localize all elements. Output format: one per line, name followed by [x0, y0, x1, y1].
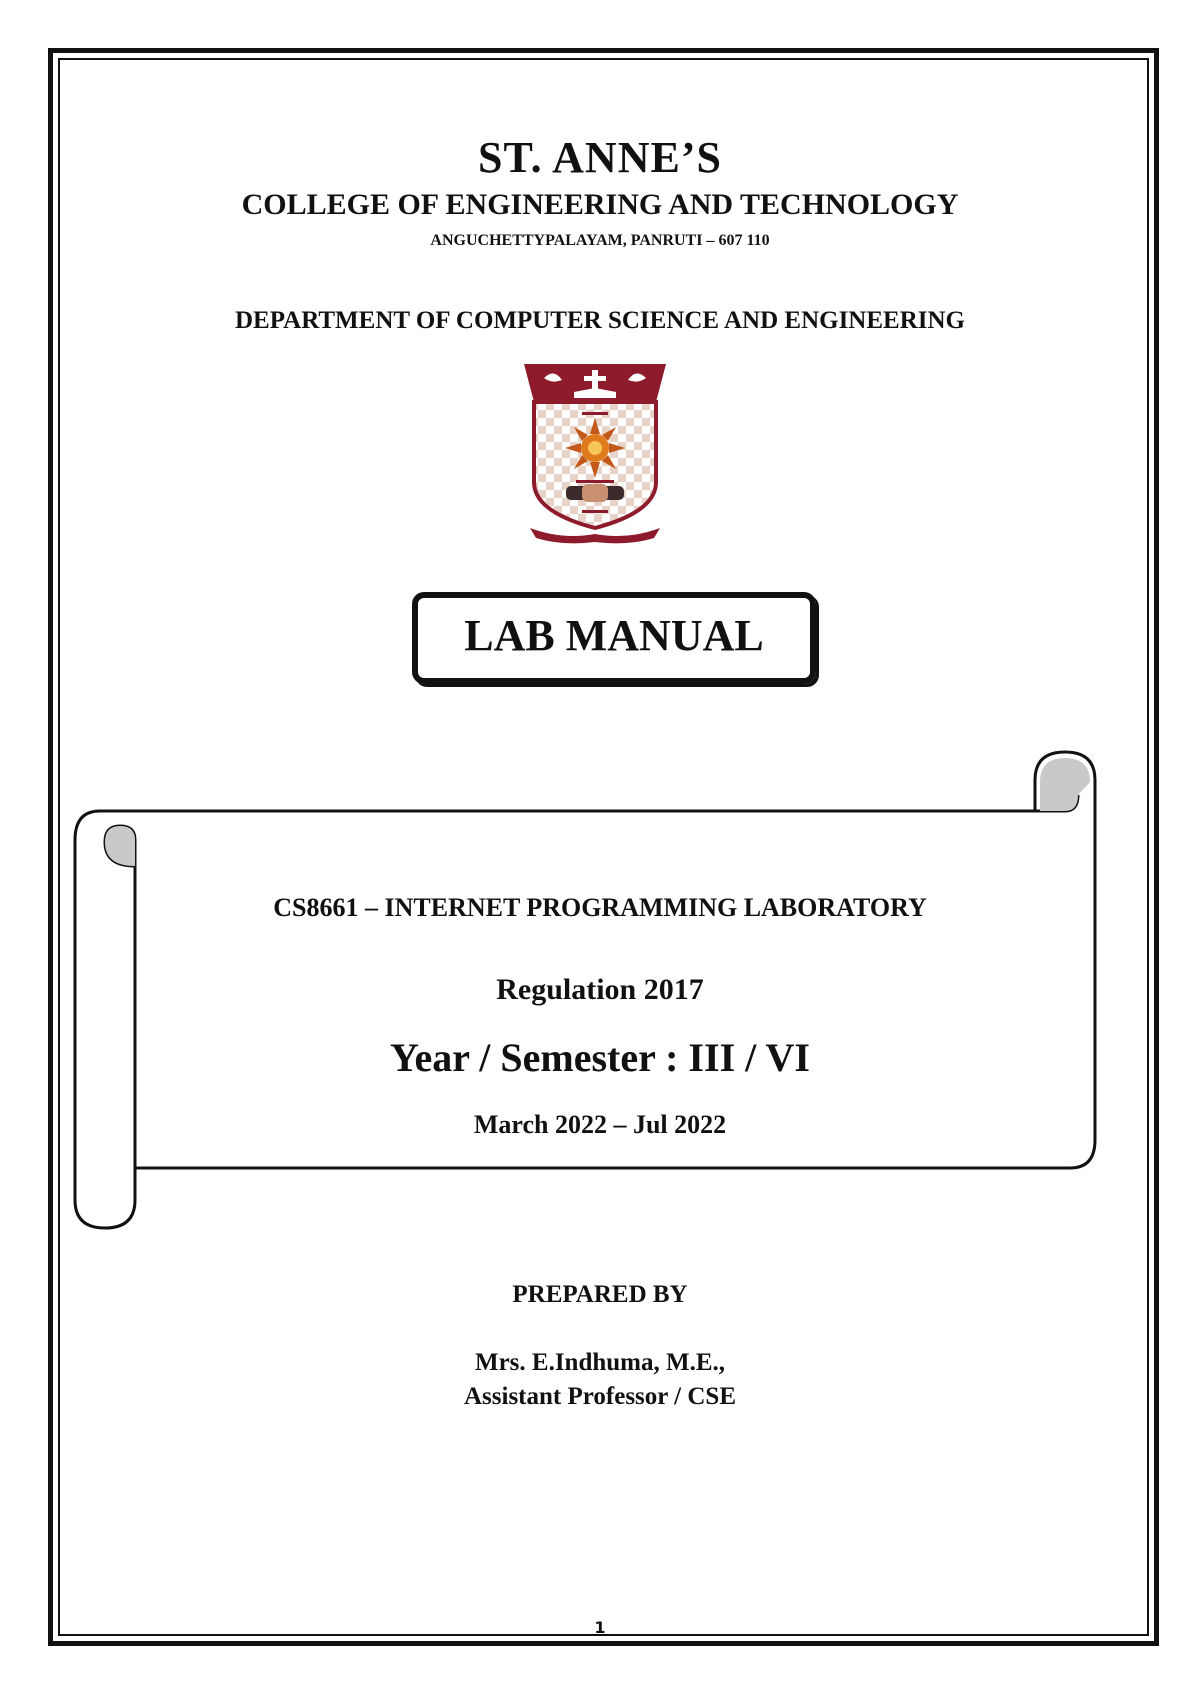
prepared-by-heading: PREPARED BY: [512, 1281, 688, 1308]
document-type-title: LAB MANUAL: [464, 611, 764, 660]
college-name: ST. ANNE’S: [478, 133, 722, 182]
author-name: Mrs. E.Indhuma, M.E.,: [474, 1349, 726, 1376]
course-title: CS8661 – INTERNET PROGRAMMING LABORATORY: [273, 893, 927, 922]
author-designation: Assistant Professor / CSE: [463, 1383, 736, 1410]
regulation: Regulation 2017: [496, 973, 704, 1006]
college-address: ANGUCHETTYPALAYAM, PANRUTI – 607 110: [430, 232, 770, 249]
college-full-name: COLLEGE OF ENGINEERING AND TECHNOLOGY: [241, 188, 959, 221]
academic-session: March 2022 – Jul 2022: [473, 1110, 727, 1139]
year-semester: Year / Semester : III / VI: [390, 1035, 810, 1080]
page-number: 1: [594, 1618, 606, 1637]
department-name: DEPARTMENT OF COMPUTER SCIENCE AND ENGINEERING: [235, 307, 965, 334]
